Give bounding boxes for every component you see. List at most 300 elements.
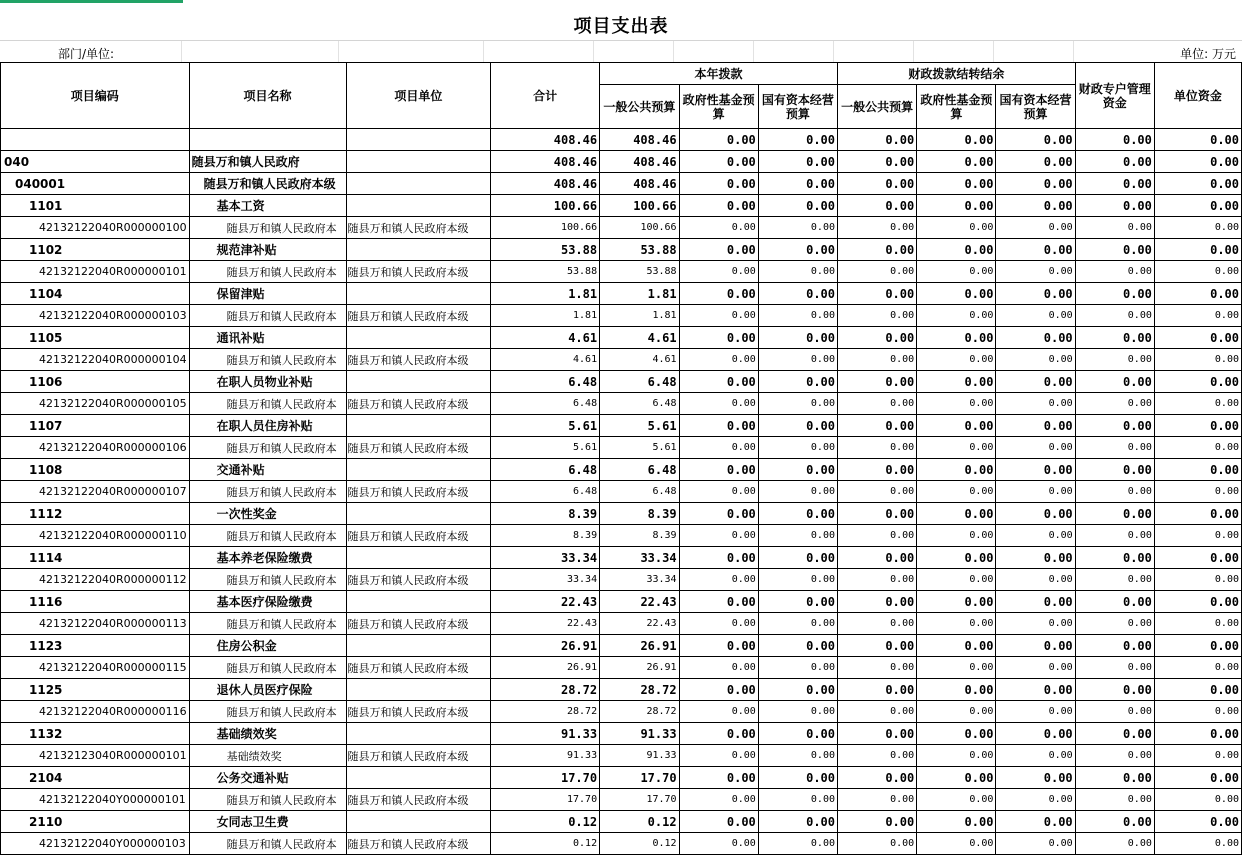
cell-general-budget[interactable]: 1.81 — [600, 305, 679, 327]
table-row[interactable] — [1, 811, 1242, 833]
cell-carryover-gov-fund[interactable]: 0.00 — [917, 591, 996, 613]
header-total[interactable]: 合计 — [491, 63, 600, 129]
cell-gov-fund-budget[interactable]: 0.00 — [679, 613, 758, 635]
cell-carryover-state-capital[interactable]: 0.00 — [996, 723, 1075, 745]
cell-project-unit[interactable]: 随县万和镇人民政府本级 — [346, 833, 491, 855]
cell-project-code[interactable]: 42132122040R000000101 — [1, 261, 190, 283]
cell-project-name[interactable]: 基础绩效奖 — [189, 745, 346, 767]
table-row[interactable] — [1, 437, 1242, 459]
cell-unit-fund[interactable]: 0.00 — [1154, 481, 1241, 503]
cell-state-capital-budget[interactable]: 0.00 — [758, 239, 837, 261]
cell-project-name[interactable]: 保留津贴 — [189, 283, 346, 305]
cell-special-account[interactable]: 0.00 — [1075, 217, 1154, 239]
cell-general-budget[interactable]: 408.46 — [600, 173, 679, 195]
cell-carryover-gov-fund[interactable]: 0.00 — [917, 129, 996, 151]
cell-project-name[interactable]: 退休人员医疗保险 — [189, 679, 346, 701]
table-row[interactable] — [1, 613, 1242, 635]
cell-project-name[interactable]: 随县万和镇人民政府本级 — [189, 173, 346, 195]
cell-carryover-general[interactable]: 0.00 — [838, 591, 917, 613]
cell-total[interactable]: 6.48 — [491, 393, 600, 415]
cell-carryover-state-capital[interactable]: 0.00 — [996, 195, 1075, 217]
header-carryover-state-capital-budget[interactable]: 国有资本经营预算 — [996, 85, 1075, 129]
cell-carryover-general[interactable]: 0.00 — [838, 371, 917, 393]
cell-project-unit[interactable]: 随县万和镇人民政府本级 — [346, 789, 491, 811]
cell-general-budget[interactable]: 28.72 — [600, 679, 679, 701]
cell-state-capital-budget[interactable]: 0.00 — [758, 349, 837, 371]
cell-carryover-general[interactable]: 0.00 — [838, 635, 917, 657]
table-row[interactable] — [1, 283, 1242, 305]
cell-general-budget[interactable]: 8.39 — [600, 503, 679, 525]
cell-project-code[interactable]: 42132122040R000000103 — [1, 305, 190, 327]
cell-project-name[interactable]: 随县万和镇人民政府本 — [189, 613, 346, 635]
cell-state-capital-budget[interactable]: 0.00 — [758, 151, 837, 173]
cell-carryover-gov-fund[interactable]: 0.00 — [917, 283, 996, 305]
cell-carryover-state-capital[interactable]: 0.00 — [996, 701, 1075, 723]
cell-general-budget[interactable]: 6.48 — [600, 371, 679, 393]
table-row[interactable] — [1, 547, 1242, 569]
cell-state-capital-budget[interactable]: 0.00 — [758, 767, 837, 789]
cell-project-code[interactable]: 2110 — [1, 811, 190, 833]
cell-carryover-gov-fund[interactable]: 0.00 — [917, 679, 996, 701]
cell-total[interactable]: 26.91 — [491, 657, 600, 679]
cell-unit-fund[interactable]: 0.00 — [1154, 833, 1241, 855]
table-row[interactable] — [1, 481, 1242, 503]
table-row[interactable] — [1, 767, 1242, 789]
cell-special-account[interactable]: 0.00 — [1075, 723, 1154, 745]
cell-gov-fund-budget[interactable]: 0.00 — [679, 349, 758, 371]
cell-project-unit[interactable]: 随县万和镇人民政府本级 — [346, 745, 491, 767]
cell-unit-fund[interactable]: 0.00 — [1154, 613, 1241, 635]
cell-state-capital-budget[interactable]: 0.00 — [758, 195, 837, 217]
cell-total[interactable]: 5.61 — [491, 415, 600, 437]
cell-general-budget[interactable]: 22.43 — [600, 591, 679, 613]
cell-carryover-state-capital[interactable]: 0.00 — [996, 569, 1075, 591]
cell-total[interactable]: 17.70 — [491, 767, 600, 789]
cell-total[interactable]: 100.66 — [491, 217, 600, 239]
cell-special-account[interactable]: 0.00 — [1075, 525, 1154, 547]
cell-unit-fund[interactable]: 0.00 — [1154, 173, 1241, 195]
cell-state-capital-budget[interactable]: 0.00 — [758, 591, 837, 613]
table-row[interactable] — [1, 371, 1242, 393]
cell-carryover-gov-fund[interactable]: 0.00 — [917, 195, 996, 217]
cell-project-name[interactable]: 随县万和镇人民政府本 — [189, 305, 346, 327]
cell-total[interactable]: 408.46 — [491, 129, 600, 151]
cell-project-unit[interactable]: 随县万和镇人民政府本级 — [346, 437, 491, 459]
cell-state-capital-budget[interactable]: 0.00 — [758, 525, 837, 547]
cell-unit-fund[interactable]: 0.00 — [1154, 679, 1241, 701]
cell-project-unit[interactable]: 随县万和镇人民政府本级 — [346, 349, 491, 371]
cell-general-budget[interactable]: 53.88 — [600, 261, 679, 283]
cell-carryover-general[interactable]: 0.00 — [838, 437, 917, 459]
cell-gov-fund-budget[interactable]: 0.00 — [679, 767, 758, 789]
cell-total[interactable]: 28.72 — [491, 679, 600, 701]
cell-carryover-state-capital[interactable]: 0.00 — [996, 767, 1075, 789]
cell-project-unit[interactable] — [346, 503, 491, 525]
cell-state-capital-budget[interactable]: 0.00 — [758, 129, 837, 151]
header-general-budget[interactable]: 一般公共预算 — [600, 85, 679, 129]
cell-total[interactable]: 22.43 — [491, 591, 600, 613]
cell-unit-fund[interactable]: 0.00 — [1154, 459, 1241, 481]
cell-project-unit[interactable] — [346, 591, 491, 613]
table-row[interactable] — [1, 239, 1242, 261]
cell-carryover-state-capital[interactable]: 0.00 — [996, 437, 1075, 459]
cell-gov-fund-budget[interactable]: 0.00 — [679, 547, 758, 569]
cell-project-code[interactable]: 42132123040R000000101 — [1, 745, 190, 767]
cell-general-budget[interactable]: 4.61 — [600, 327, 679, 349]
cell-carryover-gov-fund[interactable]: 0.00 — [917, 613, 996, 635]
cell-gov-fund-budget[interactable]: 0.00 — [679, 283, 758, 305]
cell-total[interactable]: 5.61 — [491, 437, 600, 459]
cell-carryover-general[interactable]: 0.00 — [838, 833, 917, 855]
cell-unit-fund[interactable]: 0.00 — [1154, 195, 1241, 217]
cell-special-account[interactable]: 0.00 — [1075, 327, 1154, 349]
cell-total[interactable]: 28.72 — [491, 701, 600, 723]
cell-special-account[interactable]: 0.00 — [1075, 767, 1154, 789]
cell-gov-fund-budget[interactable]: 0.00 — [679, 833, 758, 855]
cell-general-budget[interactable]: 91.33 — [600, 745, 679, 767]
cell-project-code[interactable]: 42132122040R000000105 — [1, 393, 190, 415]
cell-carryover-state-capital[interactable]: 0.00 — [996, 811, 1075, 833]
cell-project-code[interactable]: 1116 — [1, 591, 190, 613]
cell-general-budget[interactable]: 0.12 — [600, 811, 679, 833]
cell-project-name[interactable]: 随县万和镇人民政府本 — [189, 789, 346, 811]
cell-project-name[interactable]: 随县万和镇人民政府本 — [189, 701, 346, 723]
header-unit-fund[interactable]: 单位资金 — [1154, 63, 1241, 129]
cell-gov-fund-budget[interactable]: 0.00 — [679, 657, 758, 679]
cell-state-capital-budget[interactable]: 0.00 — [758, 217, 837, 239]
cell-general-budget[interactable]: 5.61 — [600, 437, 679, 459]
cell-project-code[interactable] — [1, 129, 190, 151]
cell-total[interactable]: 26.91 — [491, 635, 600, 657]
cell-special-account[interactable]: 0.00 — [1075, 569, 1154, 591]
cell-project-name[interactable]: 基本养老保险缴费 — [189, 547, 346, 569]
cell-project-code[interactable]: 1132 — [1, 723, 190, 745]
cell-unit-fund[interactable]: 0.00 — [1154, 723, 1241, 745]
cell-carryover-gov-fund[interactable]: 0.00 — [917, 745, 996, 767]
cell-project-name[interactable]: 基本医疗保险缴费 — [189, 591, 346, 613]
cell-project-unit[interactable] — [346, 129, 491, 151]
cell-carryover-general[interactable]: 0.00 — [838, 789, 917, 811]
cell-special-account[interactable]: 0.00 — [1075, 129, 1154, 151]
cell-project-name[interactable]: 规范津补贴 — [189, 239, 346, 261]
cell-carryover-general[interactable]: 0.00 — [838, 701, 917, 723]
cell-total[interactable]: 6.48 — [491, 481, 600, 503]
cell-carryover-state-capital[interactable]: 0.00 — [996, 833, 1075, 855]
cell-carryover-general[interactable]: 0.00 — [838, 415, 917, 437]
cell-special-account[interactable]: 0.00 — [1075, 547, 1154, 569]
cell-gov-fund-budget[interactable]: 0.00 — [679, 261, 758, 283]
cell-carryover-state-capital[interactable]: 0.00 — [996, 393, 1075, 415]
cell-carryover-gov-fund[interactable]: 0.00 — [917, 371, 996, 393]
cell-total[interactable]: 1.81 — [491, 283, 600, 305]
cell-gov-fund-budget[interactable]: 0.00 — [679, 173, 758, 195]
cell-project-name[interactable]: 随县万和镇人民政府本 — [189, 349, 346, 371]
cell-unit-fund[interactable]: 0.00 — [1154, 745, 1241, 767]
cell-state-capital-budget[interactable]: 0.00 — [758, 569, 837, 591]
cell-carryover-general[interactable]: 0.00 — [838, 745, 917, 767]
cell-general-budget[interactable]: 8.39 — [600, 525, 679, 547]
cell-gov-fund-budget[interactable]: 0.00 — [679, 327, 758, 349]
cell-total[interactable]: 408.46 — [491, 151, 600, 173]
header-state-capital-budget[interactable]: 国有资本经营预算 — [758, 85, 837, 129]
cell-project-unit[interactable]: 随县万和镇人民政府本级 — [346, 525, 491, 547]
cell-carryover-state-capital[interactable]: 0.00 — [996, 283, 1075, 305]
cell-project-name[interactable]: 交通补贴 — [189, 459, 346, 481]
cell-carryover-general[interactable]: 0.00 — [838, 349, 917, 371]
cell-state-capital-budget[interactable]: 0.00 — [758, 547, 837, 569]
cell-gov-fund-budget[interactable]: 0.00 — [679, 481, 758, 503]
cell-state-capital-budget[interactable]: 0.00 — [758, 261, 837, 283]
table-row[interactable] — [1, 525, 1242, 547]
cell-carryover-state-capital[interactable]: 0.00 — [996, 547, 1075, 569]
cell-gov-fund-budget[interactable]: 0.00 — [679, 459, 758, 481]
cell-state-capital-budget[interactable]: 0.00 — [758, 723, 837, 745]
cell-project-code[interactable]: 42132122040R000000112 — [1, 569, 190, 591]
cell-project-code[interactable]: 1107 — [1, 415, 190, 437]
cell-total[interactable]: 91.33 — [491, 745, 600, 767]
cell-total[interactable]: 33.34 — [491, 547, 600, 569]
table-row[interactable] — [1, 789, 1242, 811]
cell-carryover-general[interactable]: 0.00 — [838, 261, 917, 283]
cell-unit-fund[interactable]: 0.00 — [1154, 327, 1241, 349]
table-row[interactable] — [1, 173, 1242, 195]
cell-state-capital-budget[interactable]: 0.00 — [758, 657, 837, 679]
cell-project-name[interactable]: 一次性奖金 — [189, 503, 346, 525]
cell-carryover-general[interactable]: 0.00 — [838, 657, 917, 679]
cell-unit-fund[interactable]: 0.00 — [1154, 767, 1241, 789]
cell-carryover-gov-fund[interactable]: 0.00 — [917, 437, 996, 459]
cell-state-capital-budget[interactable]: 0.00 — [758, 833, 837, 855]
table-row[interactable] — [1, 415, 1242, 437]
cell-total[interactable]: 33.34 — [491, 569, 600, 591]
cell-project-name[interactable]: 随县万和镇人民政府本 — [189, 261, 346, 283]
cell-gov-fund-budget[interactable]: 0.00 — [679, 591, 758, 613]
cell-project-name[interactable]: 女同志卫生费 — [189, 811, 346, 833]
cell-gov-fund-budget[interactable]: 0.00 — [679, 789, 758, 811]
cell-gov-fund-budget[interactable]: 0.00 — [679, 679, 758, 701]
cell-special-account[interactable]: 0.00 — [1075, 657, 1154, 679]
cell-project-code[interactable]: 1101 — [1, 195, 190, 217]
cell-state-capital-budget[interactable]: 0.00 — [758, 789, 837, 811]
cell-carryover-general[interactable]: 0.00 — [838, 503, 917, 525]
cell-special-account[interactable]: 0.00 — [1075, 283, 1154, 305]
table-row[interactable] — [1, 833, 1242, 855]
cell-carryover-state-capital[interactable]: 0.00 — [996, 459, 1075, 481]
cell-special-account[interactable]: 0.00 — [1075, 635, 1154, 657]
cell-gov-fund-budget[interactable]: 0.00 — [679, 811, 758, 833]
cell-project-name[interactable]: 随县万和镇人民政府本 — [189, 217, 346, 239]
cell-project-unit[interactable] — [346, 283, 491, 305]
cell-general-budget[interactable]: 5.61 — [600, 415, 679, 437]
cell-carryover-gov-fund[interactable]: 0.00 — [917, 723, 996, 745]
cell-carryover-general[interactable]: 0.00 — [838, 723, 917, 745]
header-carryover-gov-fund-budget[interactable]: 政府性基金预算 — [917, 85, 996, 129]
cell-unit-fund[interactable]: 0.00 — [1154, 151, 1241, 173]
cell-carryover-state-capital[interactable]: 0.00 — [996, 261, 1075, 283]
header-group-current-year[interactable]: 本年拨款 — [600, 63, 838, 85]
cell-total[interactable]: 6.48 — [491, 371, 600, 393]
cell-project-unit[interactable]: 随县万和镇人民政府本级 — [346, 393, 491, 415]
header-gov-fund-budget[interactable]: 政府性基金预算 — [679, 85, 758, 129]
cell-carryover-gov-fund[interactable]: 0.00 — [917, 239, 996, 261]
cell-state-capital-budget[interactable]: 0.00 — [758, 393, 837, 415]
cell-general-budget[interactable]: 33.34 — [600, 547, 679, 569]
cell-state-capital-budget[interactable]: 0.00 — [758, 503, 837, 525]
cell-special-account[interactable]: 0.00 — [1075, 173, 1154, 195]
cell-carryover-gov-fund[interactable]: 0.00 — [917, 393, 996, 415]
cell-total[interactable]: 6.48 — [491, 459, 600, 481]
cell-special-account[interactable]: 0.00 — [1075, 503, 1154, 525]
cell-general-budget[interactable]: 17.70 — [600, 789, 679, 811]
cell-carryover-general[interactable]: 0.00 — [838, 129, 917, 151]
cell-carryover-gov-fund[interactable]: 0.00 — [917, 635, 996, 657]
cell-project-unit[interactable] — [346, 679, 491, 701]
cell-unit-fund[interactable]: 0.00 — [1154, 635, 1241, 657]
cell-state-capital-budget[interactable]: 0.00 — [758, 701, 837, 723]
cell-state-capital-budget[interactable]: 0.00 — [758, 745, 837, 767]
cell-carryover-state-capital[interactable]: 0.00 — [996, 635, 1075, 657]
cell-general-budget[interactable]: 6.48 — [600, 481, 679, 503]
cell-gov-fund-budget[interactable]: 0.00 — [679, 745, 758, 767]
table-row[interactable] — [1, 129, 1242, 151]
cell-unit-fund[interactable]: 0.00 — [1154, 437, 1241, 459]
cell-project-unit[interactable] — [346, 635, 491, 657]
cell-special-account[interactable]: 0.00 — [1075, 437, 1154, 459]
cell-project-unit[interactable]: 随县万和镇人民政府本级 — [346, 481, 491, 503]
cell-project-name[interactable]: 随县万和镇人民政府本 — [189, 569, 346, 591]
table-row[interactable] — [1, 327, 1242, 349]
cell-gov-fund-budget[interactable]: 0.00 — [679, 503, 758, 525]
cell-carryover-general[interactable]: 0.00 — [838, 151, 917, 173]
cell-total[interactable]: 53.88 — [491, 239, 600, 261]
cell-special-account[interactable]: 0.00 — [1075, 679, 1154, 701]
cell-total[interactable]: 8.39 — [491, 503, 600, 525]
cell-carryover-general[interactable]: 0.00 — [838, 327, 917, 349]
cell-gov-fund-budget[interactable]: 0.00 — [679, 569, 758, 591]
cell-project-unit[interactable] — [346, 547, 491, 569]
cell-project-code[interactable]: 1114 — [1, 547, 190, 569]
cell-gov-fund-budget[interactable]: 0.00 — [679, 525, 758, 547]
cell-carryover-state-capital[interactable]: 0.00 — [996, 481, 1075, 503]
cell-state-capital-budget[interactable]: 0.00 — [758, 283, 837, 305]
header-special-account[interactable]: 财政专户管理资金 — [1075, 63, 1154, 129]
cell-carryover-state-capital[interactable]: 0.00 — [996, 657, 1075, 679]
cell-state-capital-budget[interactable]: 0.00 — [758, 679, 837, 701]
cell-special-account[interactable]: 0.00 — [1075, 459, 1154, 481]
cell-general-budget[interactable]: 33.34 — [600, 569, 679, 591]
cell-special-account[interactable]: 0.00 — [1075, 833, 1154, 855]
cell-total[interactable]: 0.12 — [491, 833, 600, 855]
cell-carryover-general[interactable]: 0.00 — [838, 305, 917, 327]
cell-carryover-state-capital[interactable]: 0.00 — [996, 415, 1075, 437]
cell-project-code[interactable]: 1102 — [1, 239, 190, 261]
cell-carryover-general[interactable]: 0.00 — [838, 525, 917, 547]
cell-project-name[interactable]: 在职人员物业补贴 — [189, 371, 346, 393]
table-row[interactable] — [1, 723, 1242, 745]
cell-carryover-gov-fund[interactable]: 0.00 — [917, 261, 996, 283]
cell-carryover-gov-fund[interactable]: 0.00 — [917, 481, 996, 503]
cell-carryover-gov-fund[interactable]: 0.00 — [917, 327, 996, 349]
cell-special-account[interactable]: 0.00 — [1075, 701, 1154, 723]
cell-carryover-state-capital[interactable]: 0.00 — [996, 217, 1075, 239]
table-row[interactable] — [1, 503, 1242, 525]
cell-carryover-state-capital[interactable]: 0.00 — [996, 349, 1075, 371]
cell-project-unit[interactable] — [346, 327, 491, 349]
cell-total[interactable]: 8.39 — [491, 525, 600, 547]
cell-carryover-gov-fund[interactable]: 0.00 — [917, 701, 996, 723]
cell-project-code[interactable]: 42132122040R000000110 — [1, 525, 190, 547]
cell-carryover-general[interactable]: 0.00 — [838, 613, 917, 635]
cell-general-budget[interactable]: 53.88 — [600, 239, 679, 261]
cell-project-name[interactable]: 随县万和镇人民政府 — [189, 151, 346, 173]
cell-project-unit[interactable] — [346, 195, 491, 217]
cell-gov-fund-budget[interactable]: 0.00 — [679, 635, 758, 657]
cell-carryover-general[interactable]: 0.00 — [838, 393, 917, 415]
cell-project-code[interactable]: 1123 — [1, 635, 190, 657]
cell-project-unit[interactable] — [346, 767, 491, 789]
cell-state-capital-budget[interactable]: 0.00 — [758, 635, 837, 657]
cell-carryover-gov-fund[interactable]: 0.00 — [917, 767, 996, 789]
cell-state-capital-budget[interactable]: 0.00 — [758, 173, 837, 195]
cell-general-budget[interactable]: 6.48 — [600, 459, 679, 481]
cell-carryover-state-capital[interactable]: 0.00 — [996, 503, 1075, 525]
cell-project-code[interactable]: 42132122040R000000116 — [1, 701, 190, 723]
cell-project-code[interactable]: 1112 — [1, 503, 190, 525]
cell-carryover-general[interactable]: 0.00 — [838, 547, 917, 569]
cell-general-budget[interactable]: 28.72 — [600, 701, 679, 723]
cell-special-account[interactable]: 0.00 — [1075, 239, 1154, 261]
cell-total[interactable]: 22.43 — [491, 613, 600, 635]
cell-general-budget[interactable]: 4.61 — [600, 349, 679, 371]
cell-unit-fund[interactable]: 0.00 — [1154, 591, 1241, 613]
table-row[interactable] — [1, 349, 1242, 371]
cell-carryover-general[interactable]: 0.00 — [838, 283, 917, 305]
cell-project-name[interactable]: 随县万和镇人民政府本 — [189, 833, 346, 855]
cell-unit-fund[interactable]: 0.00 — [1154, 283, 1241, 305]
cell-carryover-general[interactable]: 0.00 — [838, 569, 917, 591]
cell-carryover-general[interactable]: 0.00 — [838, 811, 917, 833]
cell-carryover-state-capital[interactable]: 0.00 — [996, 745, 1075, 767]
cell-state-capital-budget[interactable]: 0.00 — [758, 415, 837, 437]
cell-project-name[interactable]: 基础绩效奖 — [189, 723, 346, 745]
cell-general-budget[interactable]: 91.33 — [600, 723, 679, 745]
cell-carryover-general[interactable]: 0.00 — [838, 239, 917, 261]
header-name[interactable]: 项目名称 — [189, 63, 346, 129]
cell-state-capital-budget[interactable]: 0.00 — [758, 371, 837, 393]
cell-carryover-gov-fund[interactable]: 0.00 — [917, 811, 996, 833]
table-row[interactable] — [1, 393, 1242, 415]
cell-project-code[interactable]: 42132122040R000000113 — [1, 613, 190, 635]
cell-carryover-gov-fund[interactable]: 0.00 — [917, 569, 996, 591]
cell-state-capital-budget[interactable]: 0.00 — [758, 481, 837, 503]
cell-special-account[interactable]: 0.00 — [1075, 789, 1154, 811]
cell-carryover-state-capital[interactable]: 0.00 — [996, 129, 1075, 151]
cell-project-unit[interactable]: 随县万和镇人民政府本级 — [346, 657, 491, 679]
cell-unit-fund[interactable]: 0.00 — [1154, 525, 1241, 547]
cell-project-code[interactable]: 1125 — [1, 679, 190, 701]
cell-project-code[interactable]: 1105 — [1, 327, 190, 349]
cell-carryover-state-capital[interactable]: 0.00 — [996, 789, 1075, 811]
cell-unit-fund[interactable]: 0.00 — [1154, 349, 1241, 371]
cell-project-unit[interactable]: 随县万和镇人民政府本级 — [346, 217, 491, 239]
cell-state-capital-budget[interactable]: 0.00 — [758, 437, 837, 459]
cell-carryover-general[interactable]: 0.00 — [838, 195, 917, 217]
cell-general-budget[interactable]: 408.46 — [600, 151, 679, 173]
cell-project-name[interactable]: 随县万和镇人民政府本 — [189, 481, 346, 503]
table-row[interactable] — [1, 459, 1242, 481]
table-row[interactable] — [1, 305, 1242, 327]
cell-project-code[interactable]: 42132122040R000000107 — [1, 481, 190, 503]
